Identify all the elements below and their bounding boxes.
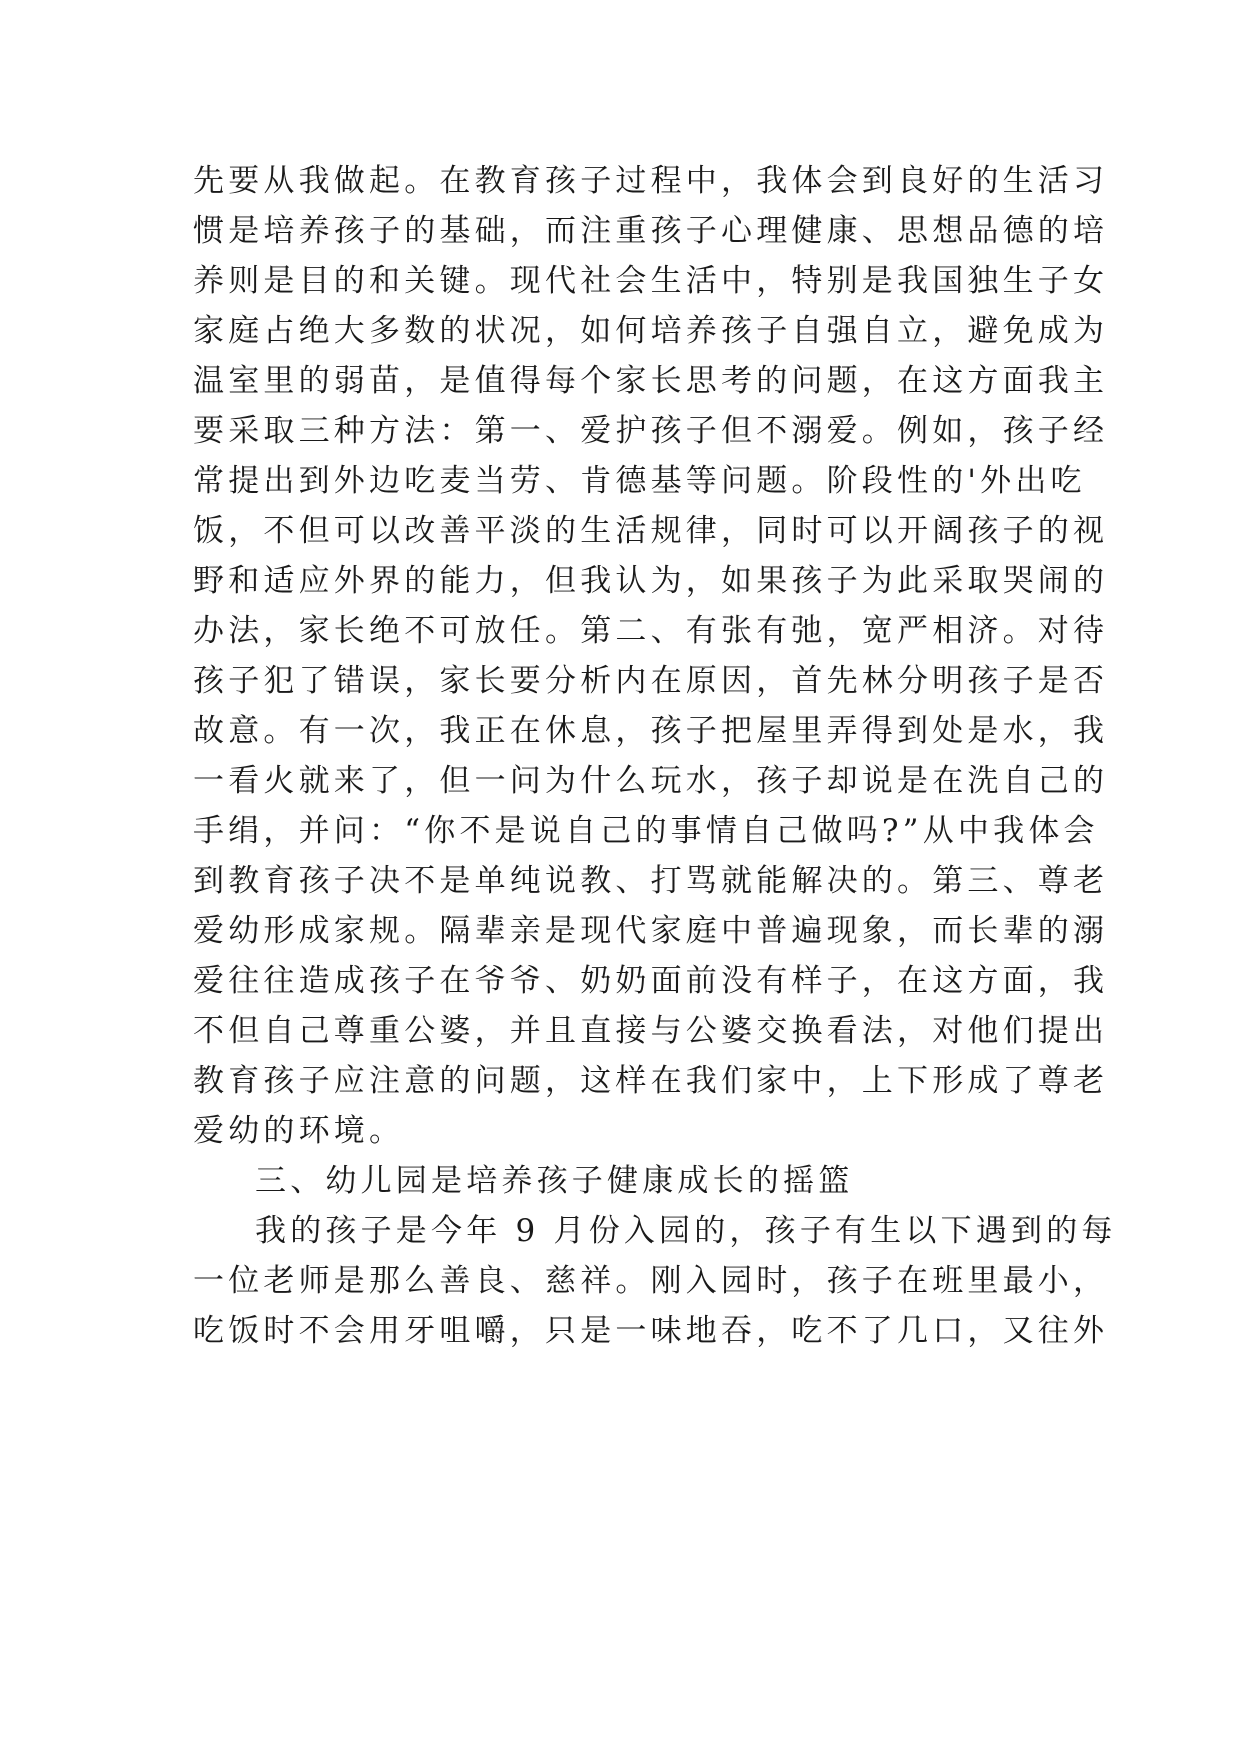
text-line: 不但自己尊重公婆，并且直接与公婆交换看法，对他们提出 (193, 1013, 1109, 1049)
text-line: 孩子犯了错误，家长要分析内在原因，首先林分明孩子是否 (193, 663, 1109, 699)
text-line: 野和适应外界的能力，但我认为，如果孩子为此采取哭闹的 (193, 563, 1109, 599)
text-line: 饭，不但可以改善平淡的生活规律，同时可以开阔孩子的视 (193, 513, 1109, 549)
text-line: 爱往往造成孩子在爷爷、奶奶面前没有样子，在这方面，我 (193, 963, 1109, 999)
text-line: 一看火就来了，但一问为什么玩水，孩子却说是在洗自己的 (193, 763, 1109, 799)
text-line: 家庭占绝大多数的状况，如何培养孩子自强自立，避免成为 (193, 313, 1109, 349)
text-line: 常提出到外边吃麦当劳、肯德基等问题。阶段性的'外出吃 (193, 463, 1086, 499)
text-line: 惯是培养孩子的基础，而注重孩子心理健康、思想品德的培 (193, 213, 1109, 249)
text-line: 一位老师是那么善良、慈祥。刚入园时，孩子在班里最小， (193, 1263, 1109, 1299)
text-line: 先要从我做起。在教育孩子过程中，我体会到良好的生活习 (193, 163, 1109, 199)
text-line: 要采取三种方法：第一、爱护孩子但不溺爱。例如，孩子经 (193, 413, 1109, 449)
paragraph-first-line: 我的孩子是今年 9 月份入园的，孩子有生以下遇到的每 (255, 1213, 1117, 1249)
text-line: 爱幼形成家规。隔辈亲是现代家庭中普遍现象，而长辈的溺 (193, 913, 1109, 949)
text-line: 故意。有一次，我正在休息，孩子把屋里弄得到处是水，我 (193, 713, 1109, 749)
text-line: 办法，家长绝不可放任。第二、有张有弛，宽严相济。对待 (193, 613, 1109, 649)
text-line: 爱幼的环境。 (193, 1113, 405, 1149)
text-line: 教育孩子应注意的问题，这样在我们家中，上下形成了尊老 (193, 1063, 1109, 1099)
text-line: 温室里的弱苗，是值得每个家长思考的问题，在这方面我主 (193, 363, 1109, 399)
text-line: 到教育孩子决不是单纯说教、打骂就能解决的。第三、尊老 (193, 863, 1109, 899)
text-line: 吃饭时不会用牙咀嚼，只是一味地吞，吃不了几口，又往外 (193, 1313, 1109, 1349)
body-text (193, 156, 1117, 1356)
text-line: 手绢，并问：“你不是说自己的事情自己做吗?”从中我体会 (193, 813, 1099, 849)
section-heading: 三、幼儿园是培养孩子健康成长的摇篮 (255, 1163, 854, 1199)
text-line: 养则是目的和关键。现代社会生活中，特别是我国独生子女 (193, 263, 1109, 299)
